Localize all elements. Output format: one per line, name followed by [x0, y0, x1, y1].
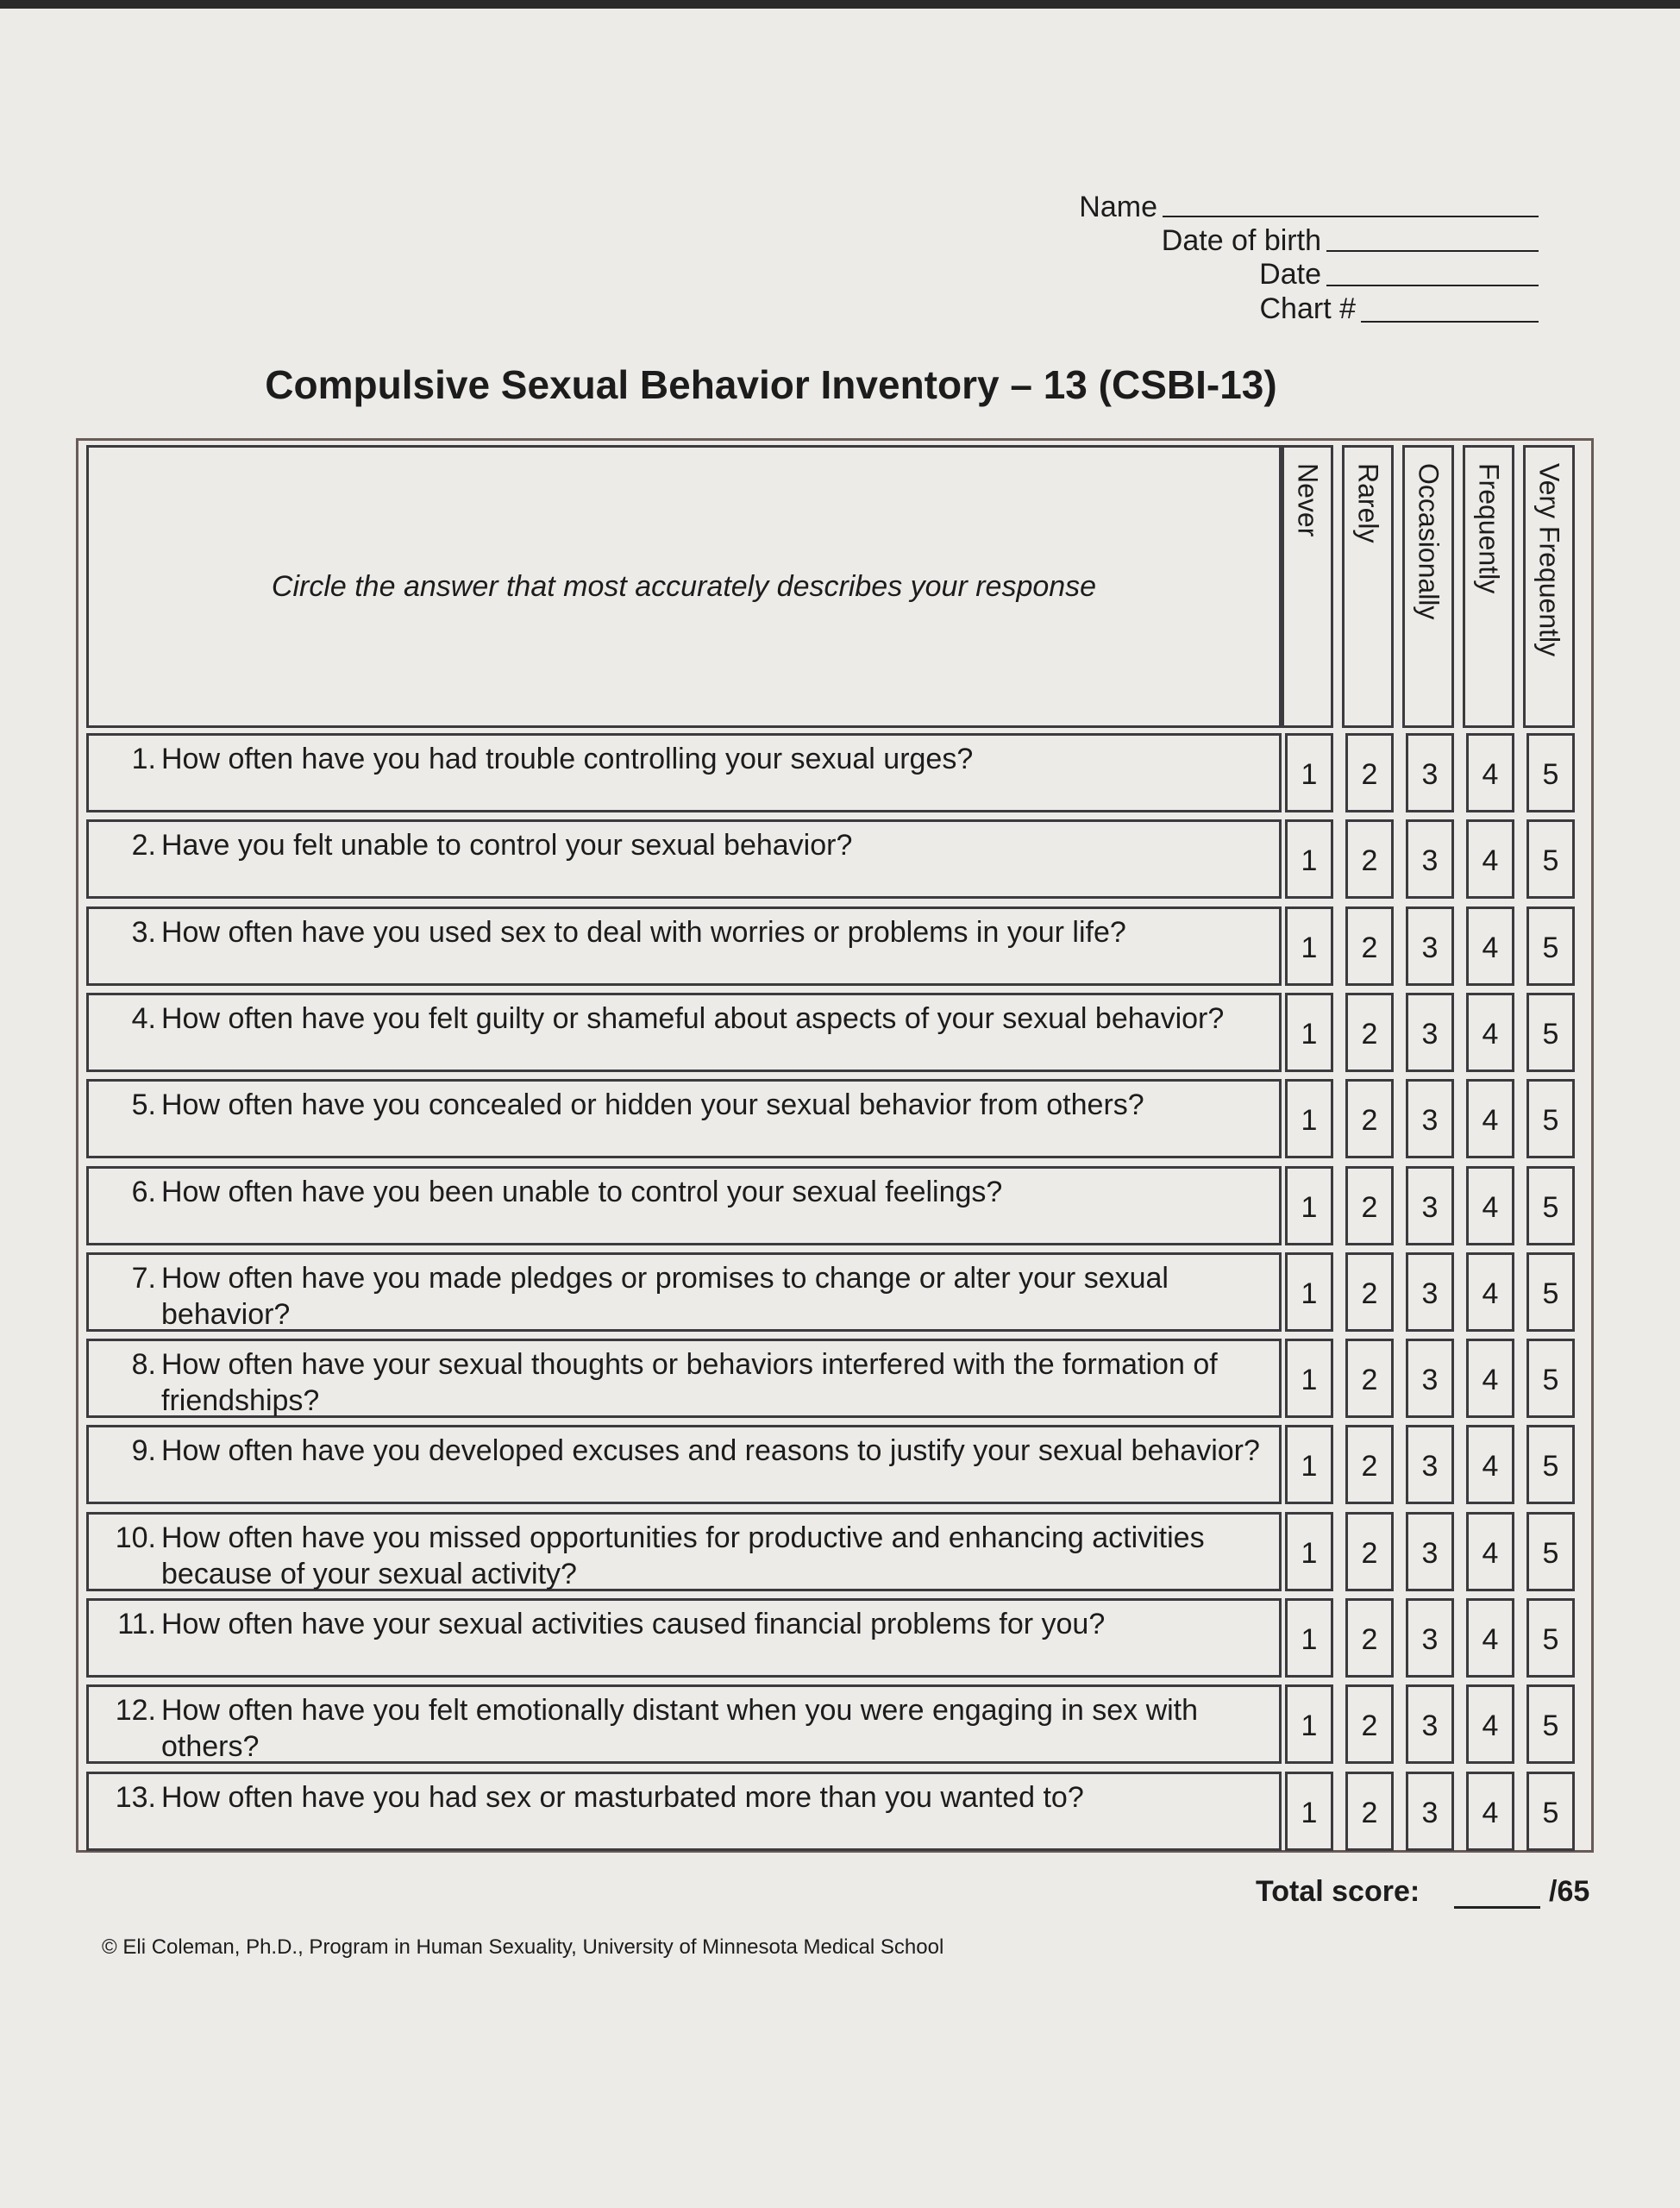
answer-option-4[interactable]: 4	[1466, 1684, 1514, 1764]
answer-option-2[interactable]: 2	[1345, 819, 1394, 899]
question-text: How often have you used sex to deal with worries or problems in your life?	[161, 916, 1126, 949]
dob-field[interactable]	[862, 223, 1321, 258]
question-number: 7.	[131, 1262, 156, 1295]
question-row	[86, 1684, 1282, 1764]
question-text: How often have you developed excuses and reasons to justify your sexual behavior?	[161, 1434, 1260, 1467]
answer-option-3[interactable]: 3	[1406, 1772, 1454, 1851]
answer-option-5[interactable]: 5	[1526, 1598, 1575, 1678]
question-row	[86, 1166, 1282, 1245]
answer-option-5[interactable]: 5	[1526, 1079, 1575, 1158]
question-text: How often have you made pledges or promises to change or alter your sexual behavior?	[161, 1262, 1169, 1331]
answer-option-1[interactable]: 1	[1285, 1252, 1333, 1332]
answer-option-4[interactable]: 4	[1466, 1166, 1514, 1245]
answer-option-5[interactable]: 5	[1526, 1512, 1575, 1591]
question-text: How often have you missed opportunities for productive and enhancing activities because of your sexual activity?	[161, 1521, 1205, 1590]
question-text: How often have your sexual thoughts or behaviors interfered with the formation of friendships?	[161, 1348, 1218, 1417]
question-text: How often have you felt guilty or shameful about aspects of your sexual behavior?	[161, 1002, 1225, 1035]
dob-line[interactable]	[1326, 250, 1539, 252]
answer-option-5[interactable]: 5	[1526, 1166, 1575, 1245]
answer-option-1[interactable]: 1	[1285, 733, 1333, 812]
answer-option-4[interactable]: 4	[1466, 733, 1514, 812]
date-line[interactable]	[1326, 285, 1539, 286]
question-row	[86, 906, 1282, 986]
answer-option-4[interactable]: 4	[1466, 1252, 1514, 1332]
question-row	[86, 993, 1282, 1072]
column-header-rarely	[1342, 445, 1394, 728]
question-number: 1.	[131, 743, 156, 775]
question-number: 13.	[115, 1781, 156, 1814]
question-row	[86, 1512, 1282, 1591]
answer-option-5[interactable]: 5	[1526, 906, 1575, 986]
question-number: 8.	[131, 1348, 156, 1381]
question-number: 10.	[115, 1521, 156, 1554]
answer-option-2[interactable]: 2	[1345, 1425, 1394, 1504]
question-number: 12.	[115, 1694, 156, 1727]
question-text: How often have you concealed or hidden your sexual behavior from others?	[161, 1088, 1144, 1121]
answer-option-4[interactable]: 4	[1466, 906, 1514, 986]
question-row	[86, 1079, 1282, 1158]
column-header-label: Rarely	[1352, 463, 1384, 543]
answer-option-2[interactable]: 2	[1345, 993, 1394, 1072]
total-score-input[interactable]	[1454, 1906, 1540, 1909]
answer-option-5[interactable]: 5	[1526, 733, 1575, 812]
answer-option-3[interactable]: 3	[1406, 1166, 1454, 1245]
answer-option-2[interactable]: 2	[1345, 733, 1394, 812]
answer-option-1[interactable]: 1	[1285, 1425, 1333, 1504]
answer-option-2[interactable]: 2	[1345, 1512, 1394, 1591]
question-text: How often have you been unable to control your sexual feelings?	[161, 1176, 1003, 1208]
answer-option-4[interactable]: 4	[1466, 993, 1514, 1072]
chart-label: Chart #	[1259, 292, 1356, 325]
answer-option-3[interactable]: 3	[1406, 819, 1454, 899]
column-header-frequently	[1463, 445, 1514, 728]
column-header-very-frequently	[1523, 445, 1575, 728]
answer-option-2[interactable]: 2	[1345, 1252, 1394, 1332]
question-row	[86, 819, 1282, 899]
question-row	[86, 1772, 1282, 1851]
answer-option-5[interactable]: 5	[1526, 1339, 1575, 1418]
answer-option-3[interactable]: 3	[1406, 733, 1454, 812]
answer-option-4[interactable]: 4	[1466, 1079, 1514, 1158]
copyright-notice: © Eli Coleman, Ph.D., Program in Human Sexuality, University of Minnesota Medical School	[102, 1935, 944, 1959]
answer-option-1[interactable]: 1	[1285, 1772, 1333, 1851]
answer-option-4[interactable]: 4	[1466, 819, 1514, 899]
answer-option-2[interactable]: 2	[1345, 906, 1394, 986]
answer-option-1[interactable]: 1	[1285, 993, 1333, 1072]
total-score-label: Total score:	[1256, 1875, 1420, 1908]
name-line[interactable]	[1163, 216, 1539, 217]
answer-option-1[interactable]: 1	[1285, 1339, 1333, 1418]
answer-option-2[interactable]: 2	[1345, 1166, 1394, 1245]
question-number: 4.	[131, 1002, 156, 1035]
answer-option-3[interactable]: 3	[1406, 993, 1454, 1072]
chart-field[interactable]	[862, 292, 1356, 326]
question-number: 3.	[131, 916, 156, 949]
answer-option-2[interactable]: 2	[1345, 1079, 1394, 1158]
question-row	[86, 1425, 1282, 1504]
name-field[interactable]	[862, 190, 1157, 224]
total-score-max: /65	[1549, 1875, 1590, 1908]
answer-option-4[interactable]: 4	[1466, 1772, 1514, 1851]
page-title: Compulsive Sexual Behavior Inventory – 13 (CSBI-13)	[265, 362, 1277, 407]
answer-option-5[interactable]: 5	[1526, 993, 1575, 1072]
dob-label: Date of birth	[1161, 224, 1321, 257]
question-number: 2.	[131, 829, 156, 862]
answer-option-2[interactable]: 2	[1345, 1772, 1394, 1851]
question-number: 11.	[117, 1608, 156, 1640]
answer-option-1[interactable]: 1	[1285, 1598, 1333, 1678]
column-header-label: Occasionally	[1413, 463, 1445, 620]
answer-option-3[interactable]: 3	[1406, 906, 1454, 986]
answer-option-3[interactable]: 3	[1406, 1079, 1454, 1158]
answer-option-5[interactable]: 5	[1526, 1772, 1575, 1851]
answer-option-1[interactable]: 1	[1285, 1079, 1333, 1158]
answer-option-2[interactable]: 2	[1345, 1684, 1394, 1764]
question-row	[86, 1598, 1282, 1678]
question-row	[86, 1252, 1282, 1332]
answer-option-3[interactable]: 3	[1406, 1252, 1454, 1332]
answer-option-4[interactable]: 4	[1466, 1425, 1514, 1504]
answer-option-5[interactable]: 5	[1526, 1252, 1575, 1332]
column-header-occasionally	[1402, 445, 1454, 728]
date-field[interactable]	[862, 257, 1321, 292]
answer-option-3[interactable]: 3	[1406, 1684, 1454, 1764]
name-label: Name	[1079, 191, 1157, 223]
answer-option-2[interactable]: 2	[1345, 1598, 1394, 1678]
answer-option-4[interactable]: 4	[1466, 1512, 1514, 1591]
answer-option-2[interactable]: 2	[1345, 1339, 1394, 1418]
answer-option-3[interactable]: 3	[1406, 1598, 1454, 1678]
question-number: 5.	[131, 1088, 156, 1121]
answer-option-3[interactable]: 3	[1406, 1512, 1454, 1591]
column-header-label: Never	[1292, 463, 1324, 537]
answer-option-1[interactable]: 1	[1285, 819, 1333, 899]
answer-option-1[interactable]: 1	[1285, 1166, 1333, 1245]
column-header-never	[1282, 445, 1333, 728]
answer-option-1[interactable]: 1	[1285, 906, 1333, 986]
answer-option-5[interactable]: 5	[1526, 1425, 1575, 1504]
question-number: 6.	[131, 1176, 156, 1208]
question-text: How often have you had sex or masturbated more than you wanted to?	[161, 1781, 1084, 1814]
scan-top-edge	[0, 0, 1680, 9]
question-number: 9.	[131, 1434, 156, 1467]
question-text: Have you felt unable to control your sexual behavior?	[161, 829, 853, 862]
column-header-label: Very Frequently	[1533, 463, 1565, 657]
column-header-label: Frequently	[1473, 463, 1505, 594]
answer-option-3[interactable]: 3	[1406, 1339, 1454, 1418]
question-text: How often have your sexual activities caused financial problems for you?	[161, 1608, 1106, 1640]
instruction-text: Circle the answer that most accurately describes your response	[86, 445, 1282, 728]
answer-option-4[interactable]: 4	[1466, 1598, 1514, 1678]
question-text: How often have you felt emotionally distant when you were engaging in sex with others?	[161, 1694, 1199, 1763]
answer-option-3[interactable]: 3	[1406, 1425, 1454, 1504]
question-row	[86, 733, 1282, 812]
question-text: How often have you had trouble controlling your sexual urges?	[161, 743, 974, 775]
answer-option-5[interactable]: 5	[1526, 1684, 1575, 1764]
chart-line[interactable]	[1361, 321, 1539, 323]
answer-option-1[interactable]: 1	[1285, 1512, 1333, 1591]
answer-option-4[interactable]: 4	[1466, 1339, 1514, 1418]
date-label: Date	[1259, 258, 1321, 291]
answer-option-1[interactable]: 1	[1285, 1684, 1333, 1764]
answer-option-5[interactable]: 5	[1526, 819, 1575, 899]
question-row	[86, 1339, 1282, 1418]
